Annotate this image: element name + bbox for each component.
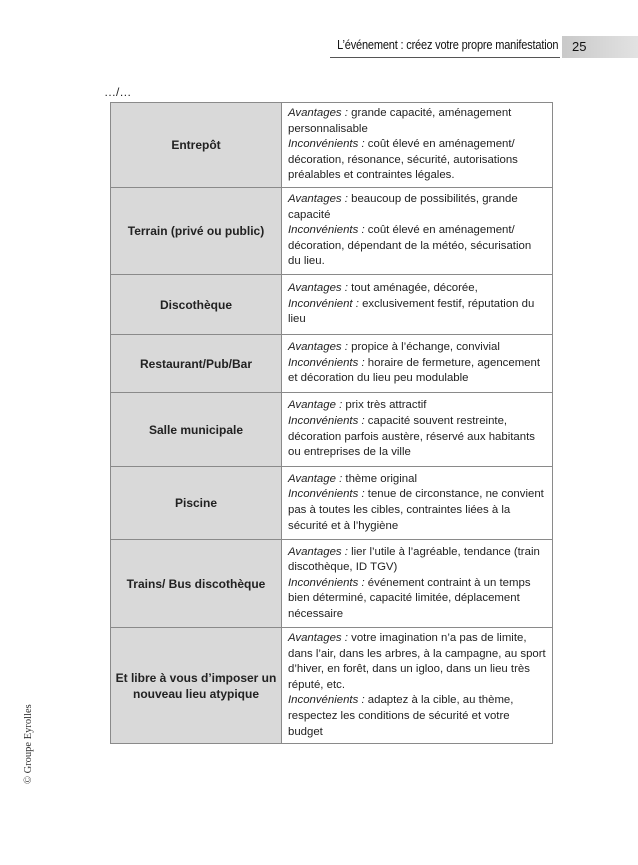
venue-name: Et libre à vous d’imposer un nouveau lieu atypique xyxy=(111,628,282,744)
drawbacks-label: Inconvénients : xyxy=(288,576,365,589)
drawbacks-label: Inconvénients : xyxy=(288,138,365,151)
advantages-text: propice à l’échange, convivial xyxy=(347,341,500,354)
venue-name: Restaurant/Pub/Bar xyxy=(111,335,282,393)
table-row xyxy=(111,275,553,335)
drawbacks-paragraph xyxy=(288,576,546,623)
venue-description xyxy=(282,467,553,540)
header-rule xyxy=(330,57,560,58)
drawbacks-label: Inconvénients : xyxy=(288,224,365,237)
drawbacks-label: Inconvénients : xyxy=(288,356,365,369)
advantages-paragraph xyxy=(288,192,546,223)
advantages-label: Avantages : xyxy=(288,545,348,558)
advantages-text: lier l’utile à l’agréable, tendance (train discothèque, ID TGV) xyxy=(288,545,540,574)
venue-name: Piscine xyxy=(111,467,282,540)
venue-name: Entrepôt xyxy=(111,103,282,188)
drawbacks-label: Inconvénients : xyxy=(288,488,365,501)
continuation-mark: …/… xyxy=(104,85,132,99)
drawbacks-paragraph xyxy=(288,414,546,461)
table-row xyxy=(111,188,553,275)
advantages-label: Avantages : xyxy=(288,632,348,644)
venues-table xyxy=(110,102,553,744)
drawbacks-text: coût élevé en aménagement/ décoration, résonance, sécurité, autorisations préalables et contraintes légales. xyxy=(288,138,518,182)
venue-name: Trains/ Bus discothèque xyxy=(111,540,282,628)
copyright-notice: © Groupe Eyrolles xyxy=(23,704,34,784)
advantages-paragraph xyxy=(288,631,546,693)
table-row xyxy=(111,335,553,393)
drawbacks-paragraph xyxy=(288,693,546,740)
venue-description xyxy=(282,393,553,467)
table-row xyxy=(111,540,553,628)
table-row xyxy=(111,628,553,744)
drawbacks-label: Inconvénient : xyxy=(288,297,359,310)
venue-name: Discothèque xyxy=(111,275,282,335)
venue-description xyxy=(282,628,553,744)
venue-name: Salle municipale xyxy=(111,393,282,467)
page-number-tab xyxy=(562,36,638,58)
advantages-text: votre imagination n’a pas de limite, dans l’air, dans les arbres, à la campagne, au sport d’hiver, en forêt, dans un igloo, dans un lieu très réputé, etc. xyxy=(288,632,546,691)
advantages-paragraph xyxy=(288,472,546,488)
page-number: 25 xyxy=(572,39,587,54)
table-row xyxy=(111,393,553,467)
drawbacks-text: adaptez à la cible, au thème, respectez les conditions de sécurité et votre budget xyxy=(288,694,514,738)
venues-table-body xyxy=(111,103,553,744)
advantages-paragraph xyxy=(288,340,546,356)
advantages-label: Avantages : xyxy=(288,341,348,354)
drawbacks-paragraph xyxy=(288,137,546,184)
advantages-label: Avantages : xyxy=(288,193,348,206)
advantages-text: prix très attractif xyxy=(342,399,427,412)
advantages-label: Avantages : xyxy=(288,282,348,295)
advantages-label: Avantage : xyxy=(288,399,343,412)
drawbacks-paragraph xyxy=(288,356,546,387)
advantages-label: Avantages : xyxy=(288,107,348,120)
advantages-label: Avantage : xyxy=(288,472,343,485)
advantages-text: thème original xyxy=(342,472,417,485)
advantages-paragraph xyxy=(288,398,546,414)
drawbacks-text: tenue de circonstance, ne convient pas à toutes les cibles, contraintes liées à la sécurité et à l’hygiène xyxy=(288,488,544,532)
venue-description xyxy=(282,103,553,188)
advantages-text: tout aménagée, décorée, xyxy=(347,282,478,295)
drawbacks-text: capacité souvent restreinte, décoration parfois austère, réservé aux habitants ou entreprises de la ville xyxy=(288,414,535,459)
venue-description xyxy=(282,540,553,628)
drawbacks-text: horaire de fermeture, agencement et décoration du lieu peu modulable xyxy=(288,356,541,385)
advantages-paragraph xyxy=(288,545,546,576)
venue-description xyxy=(282,335,553,393)
venue-description xyxy=(282,188,553,275)
drawbacks-paragraph xyxy=(288,223,546,270)
advantages-text: beaucoup de possibilités, grande capacité xyxy=(288,193,518,221)
advantages-paragraph xyxy=(288,106,546,137)
chapter-title: L’événement : créez votre propre manifestation xyxy=(336,38,558,52)
venue-name: Terrain (privé ou public) xyxy=(111,188,282,275)
drawbacks-text: exclusivement festif, réputation du lieu xyxy=(288,297,535,326)
advantages-paragraph xyxy=(288,281,546,297)
drawbacks-label: Inconvénients : xyxy=(288,694,365,707)
venue-description xyxy=(282,275,553,335)
advantages-text: grande capacité, aménagement personnalisable xyxy=(288,107,512,135)
table-row xyxy=(111,467,553,540)
table-row xyxy=(111,103,553,188)
drawbacks-paragraph xyxy=(288,297,546,328)
running-header xyxy=(0,36,638,58)
drawbacks-text: événement contraint à un temps bien déterminé, capacité limitée, déplacement nécessaire xyxy=(288,576,531,620)
drawbacks-paragraph xyxy=(288,487,546,534)
drawbacks-text: coût élevé en aménagement/ décoration, dépendant de la météo, sécurisation du lieu. xyxy=(288,224,532,268)
drawbacks-label: Inconvénients : xyxy=(288,414,365,427)
